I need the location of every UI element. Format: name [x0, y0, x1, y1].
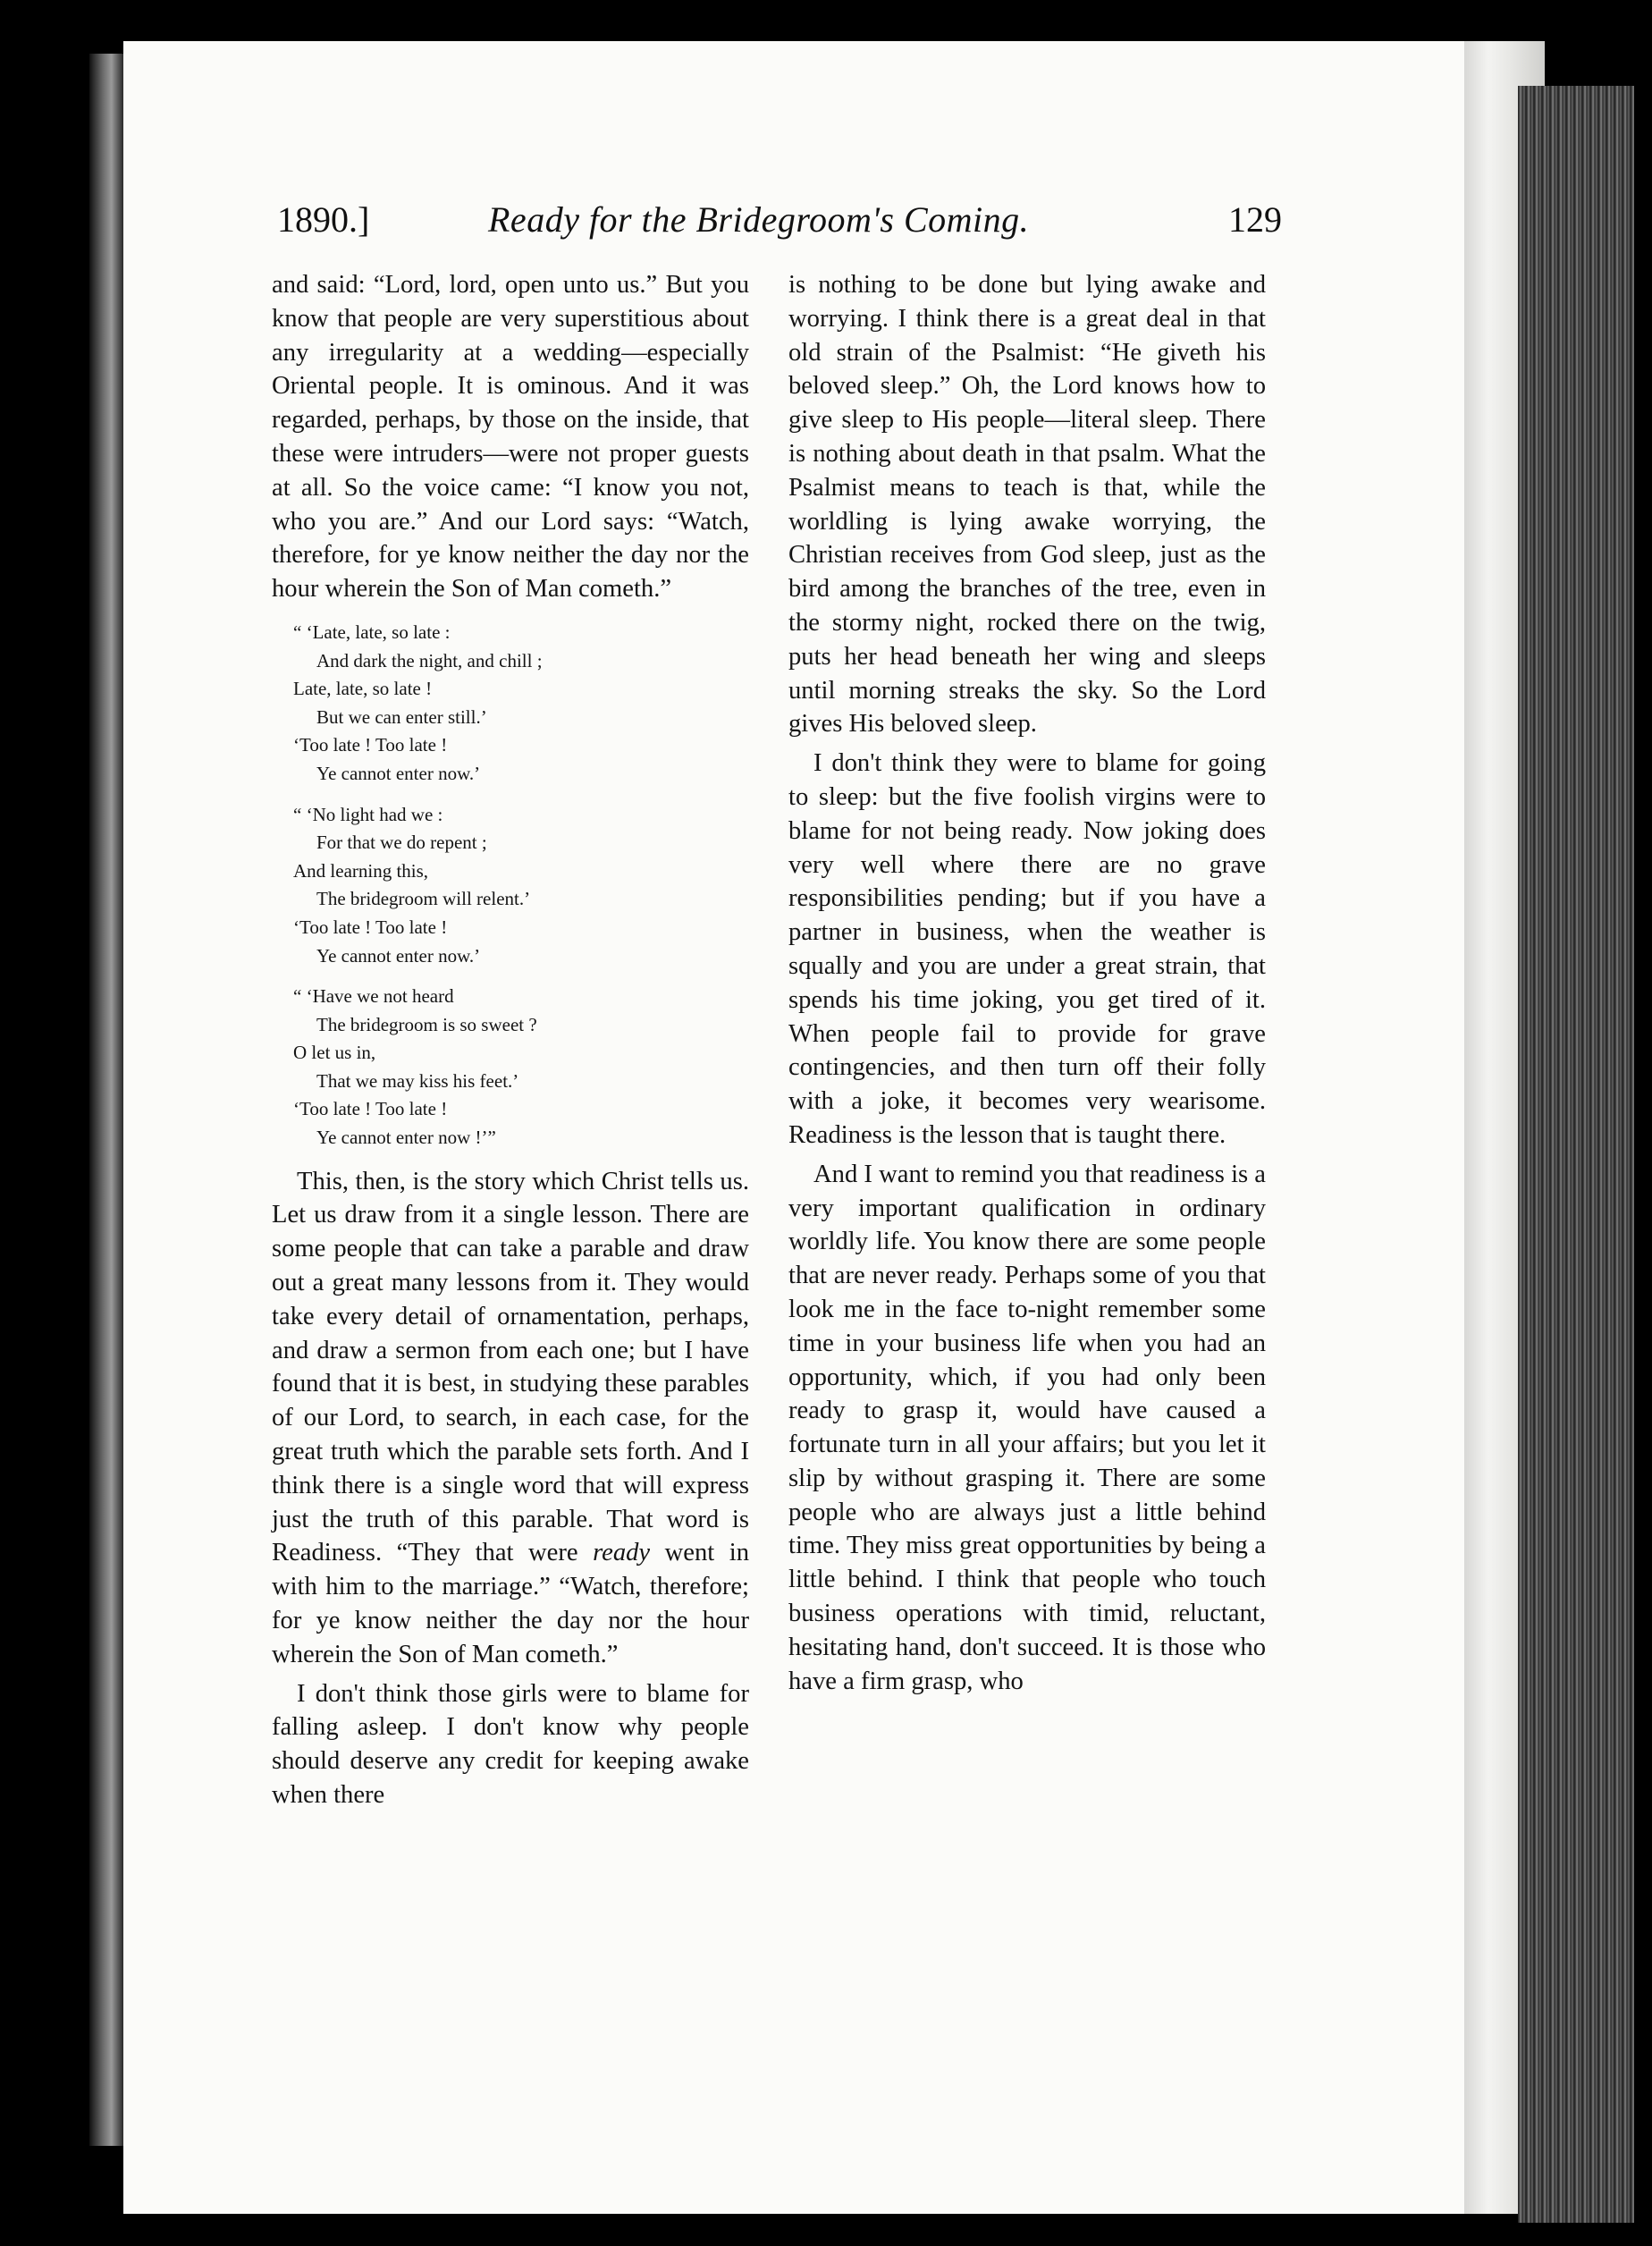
- poem-line: And learning this,: [293, 859, 429, 882]
- right-paragraph-3: And I want to remind you that readiness is a very important qualification in ordinary worldly life. You know there are some people that are never ready. Perhaps some of you that look me in the face to-night remember some time in your business life when you had an opportunity, which, if you had only been ready to grasp it, would have caused a fortunate turn in all your affairs; but you let it slip by without grasping it. There are some people who are always just a little behind time. They miss great opportunities by being a little behind. I think that people who touch business operations with timid, reluctant, hesitating hand, don't succeed. It is those who have a firm grasp, who: [788, 1160, 1266, 1695]
- left-paragraph-1: and said: “Lord, lord, open unto us.” But you know that people are very superstitious about any irregularity at a wedding—especially Oriental people. It is ominous. And it was regarded, perhaps, by those on the inside, that these were intruders—were not proper guests at all. So the voice came: “I know you not, who you are.” And our Lord says: “Watch, therefore, for ye know neither the day nor the hour wherein the Son of Man cometh.”: [272, 271, 749, 604]
- running-header: [277, 198, 1282, 249]
- poem-line: ‘Too late ! Too late !: [293, 1098, 448, 1120]
- poem-line: And dark the night, and chill ;: [316, 649, 543, 671]
- poem-line: Ye cannot enter now.’: [316, 762, 481, 784]
- poem-stanza-2: [293, 801, 749, 971]
- left-paragraph-2: [272, 1165, 749, 1672]
- header-title: Ready for the Bridegroom's Coming.: [488, 199, 1030, 240]
- page-number: 129: [1228, 199, 1282, 240]
- poem-line: Ye cannot enter now.’: [316, 944, 481, 967]
- poem-line: “ ‘Have we not heard: [293, 985, 454, 1008]
- left-paragraph-2-text-a: This, then, is the story which Christ tells us. Let us draw from it a single lesson. There are some people that can take a parable and draw out a great many lessons from it. They would take every detail of ornamentation, perhaps, and draw a sermon from each one; but I have found that it is best, in studying these parables of our Lord, to search, in each case, for the great truth which the parable sets forth. And I think there is a single word that will express just the truth of this parable. That word is Readiness. “They that were: [272, 1167, 749, 1567]
- poem-line: ‘Too late ! Too late !: [293, 916, 448, 938]
- poem-line: That we may kiss his feet.’: [316, 1069, 519, 1092]
- poem-line: The bridegroom is so sweet ?: [316, 1013, 537, 1035]
- poem-line: Late, late, so late !: [293, 678, 433, 700]
- left-paragraph-2-emphasis: ready: [593, 1539, 651, 1567]
- right-column: [788, 268, 1266, 1698]
- poem-line: “ ‘No light had we :: [293, 803, 443, 825]
- left-column: [272, 268, 749, 1812]
- poem-stanza-1: [293, 619, 749, 789]
- left-paragraph-2-text-b: went in with him to the marriage.” “Watch, therefore; for ye know neither the day nor the hour wherein the Son of Man cometh.”: [272, 1539, 750, 1668]
- book-spine-shadow: [89, 54, 123, 2146]
- right-paragraph-2: I don't think they were to blame for going to sleep: but the five foolish virgins were to blame for not being ready. Now joking does very well where there are no grave responsibilities pending; but if you have a partner in business, when the weather is squally and you are under a great strain, that spends his time joking, you get tired of it. When people fail to provide for grave contingencies, and then turn off their folly with a joke, it becomes very wearisome. Readiness is the lesson that is taught there.: [788, 749, 1266, 1149]
- poem-line: Ye cannot enter now !’”: [316, 1127, 496, 1149]
- header-year: 1890.]: [277, 199, 370, 240]
- poem-line: The bridegroom will relent.’: [316, 888, 531, 910]
- poem-stanza-3: [293, 983, 749, 1153]
- right-paragraph-1: is nothing to be done but lying awake and worrying. I think there is a great deal in that old strain of the Psalmist: “He giveth his beloved sleep.” Oh, the Lord knows how to give sleep to His people—literal sleep. There is nothing about death in that psalm. What the Psalmist means to teach is that, while the worldling is lying awake worrying, the Christian receives from God sleep, just as the bird among the branches of the tree, even in the stormy night, rocked there on the twig, puts her head beneath her wing and sleeps until morning streaks the sky. So the Lord gives His beloved sleep.: [788, 271, 1266, 739]
- poem-line: O let us in,: [293, 1042, 376, 1064]
- poem-line: “ ‘Late, late, so late :: [293, 621, 451, 643]
- poem-line: But we can enter still.’: [316, 705, 487, 728]
- poem-line: For that we do repent ;: [316, 832, 487, 854]
- book-fore-edge: [1518, 86, 1634, 2223]
- poem-line: ‘Too late ! Too late !: [293, 734, 448, 756]
- poem: [293, 619, 749, 1153]
- left-paragraph-3: I don't think those girls were to blame for falling asleep. I don't know why people should deserve any credit for keeping awake when there: [272, 1679, 749, 1809]
